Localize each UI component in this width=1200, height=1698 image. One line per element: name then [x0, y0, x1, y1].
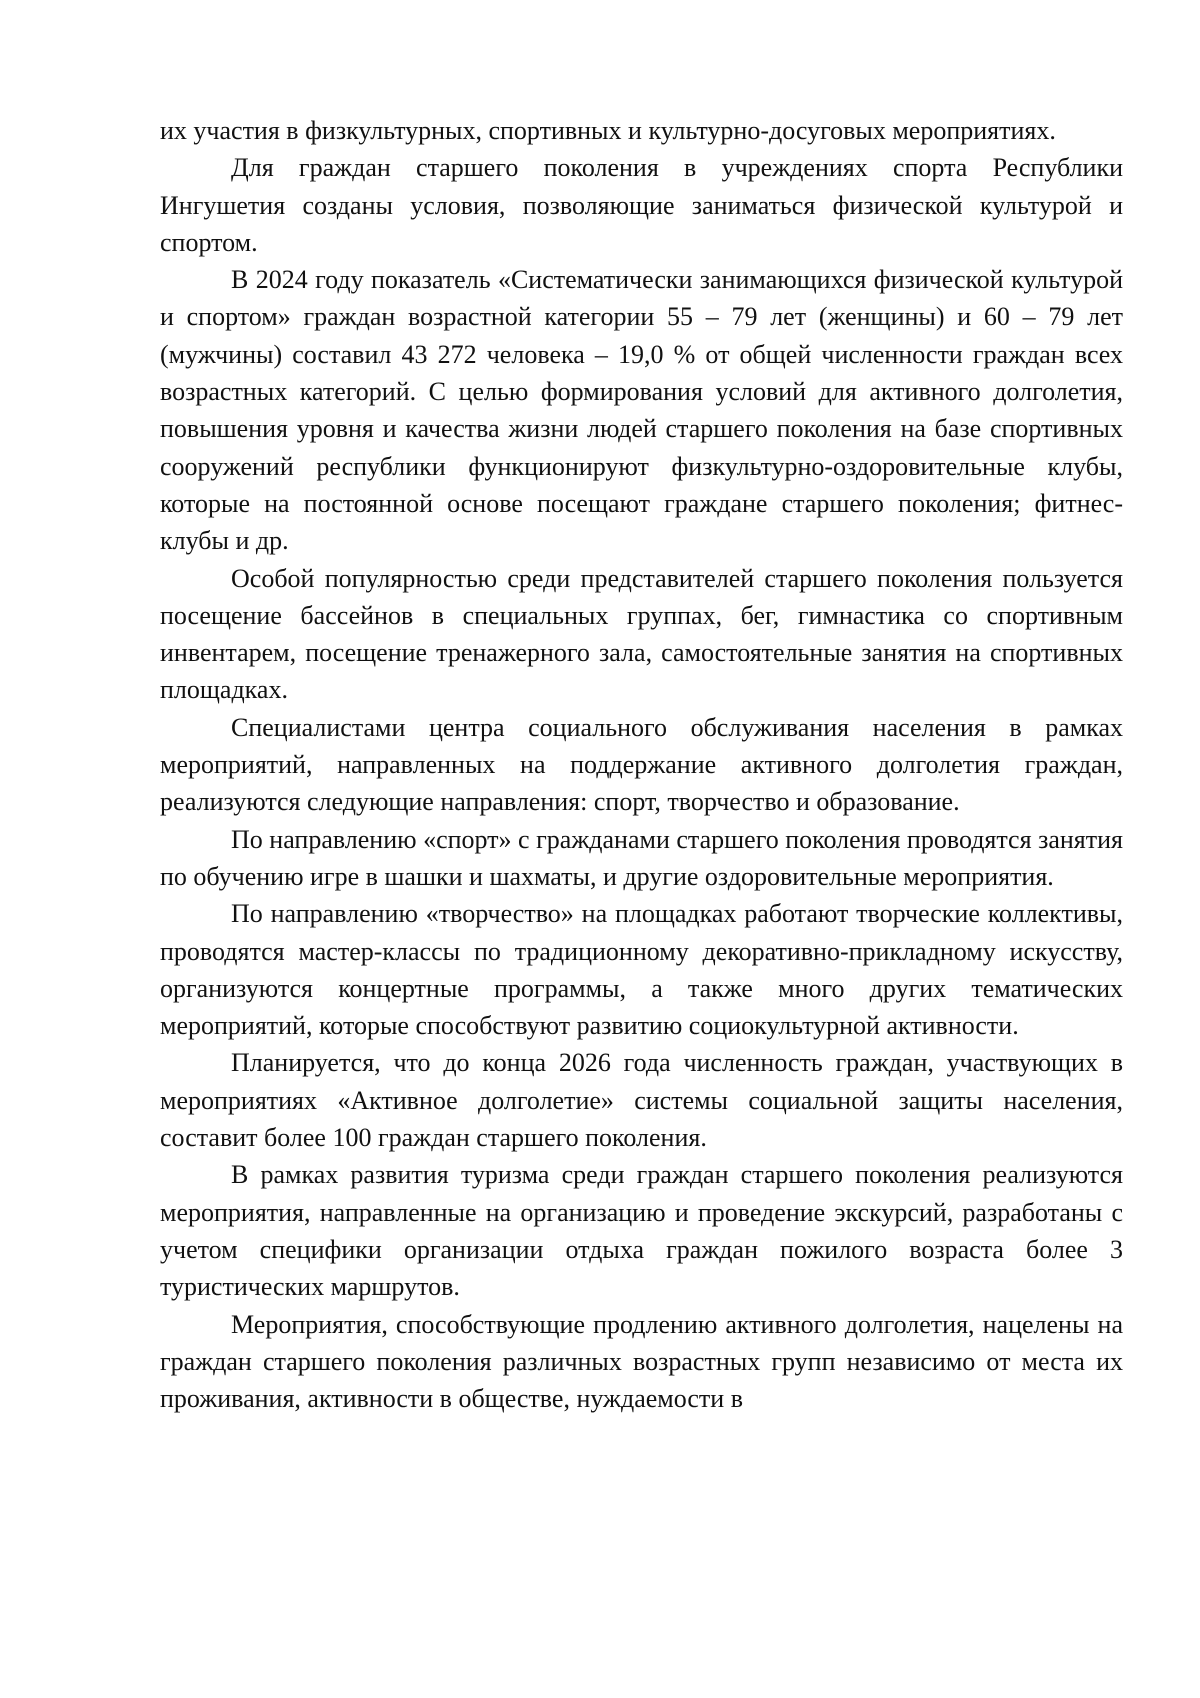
paragraph-6: По направлению «спорт» с гражданами старшего поколения проводятся занятия по обучению игре в шашки и шахматы, и другие оздоровительные мероприятия.: [160, 824, 1123, 891]
paragraph-3: В 2024 году показатель «Систематически занимающихся физической культурой и спортом» граждан возрастной категории 55 – 79 лет (женщины) и 60 – 79 лет (мужчины) составил 43 272 человека – 19,0 % от общей численности граждан всех возрастных категорий. С целью формирования условий для активного долголетия, повышения уровня и качества жизни людей старшего поколения на базе спортивных сооружений республики функционируют физкультурно-оздоровительные клубы, которые на постоянной основе посещают граждане старшего поколения; фитнес-клубы и др.: [160, 265, 1123, 556]
paragraph-10: Мероприятия, способствующие продлению активного долголетия, нацелены на граждан старшего поколения различных возрастных групп независимо от места их проживания, активности в обществе, нуждаемости в: [160, 1309, 1123, 1414]
paragraph-1: их участия в физкультурных, спортивных и культурно-досуговых мероприятиях.: [160, 116, 1056, 145]
paragraph-7: По направлению «творчество» на площадках работают творческие коллективы, проводятся мастер-классы по традиционному декоративно-прикладному искусству, организуются концертные программы, а также много других тематических мероприятий, которые способствуют развитию социокультурной активности.: [160, 899, 1123, 1041]
paragraph-8: Планируется, что до конца 2026 года численность граждан, участвующих в мероприятиях «Активное долголетие» системы социальной защиты населения, составит более 100 граждан старшего поколения.: [160, 1048, 1123, 1153]
paragraph-2: Для граждан старшего поколения в учреждениях спорта Республики Ингушетия созданы условия, позволяющие заниматься физической культурой и спортом.: [160, 153, 1123, 257]
paragraph-9: В рамках развития туризма среди граждан старшего поколения реализуются мероприятия, направленные на организацию и проведение экскурсий, разработаны с учетом специфики организации отдыха граждан пожилого возраста более 3 туристических маршрутов.: [160, 1160, 1123, 1302]
paragraph-5: Специалистами центра социального обслуживания населения в рамках мероприятий, направленных на поддержание активного долголетия граждан, реализуются следующие направления: спорт, творчество и образование.: [160, 712, 1123, 817]
document-page: [160, 112, 1123, 1417]
paragraph-4: Особой популярностью среди представителей старшего поколения пользуется посещение бассейнов в специальных группах, бег, гимнастика со спортивным инвентарем, посещение тренажерного зала, самостоятельные занятия на спортивных площадках.: [160, 563, 1123, 705]
